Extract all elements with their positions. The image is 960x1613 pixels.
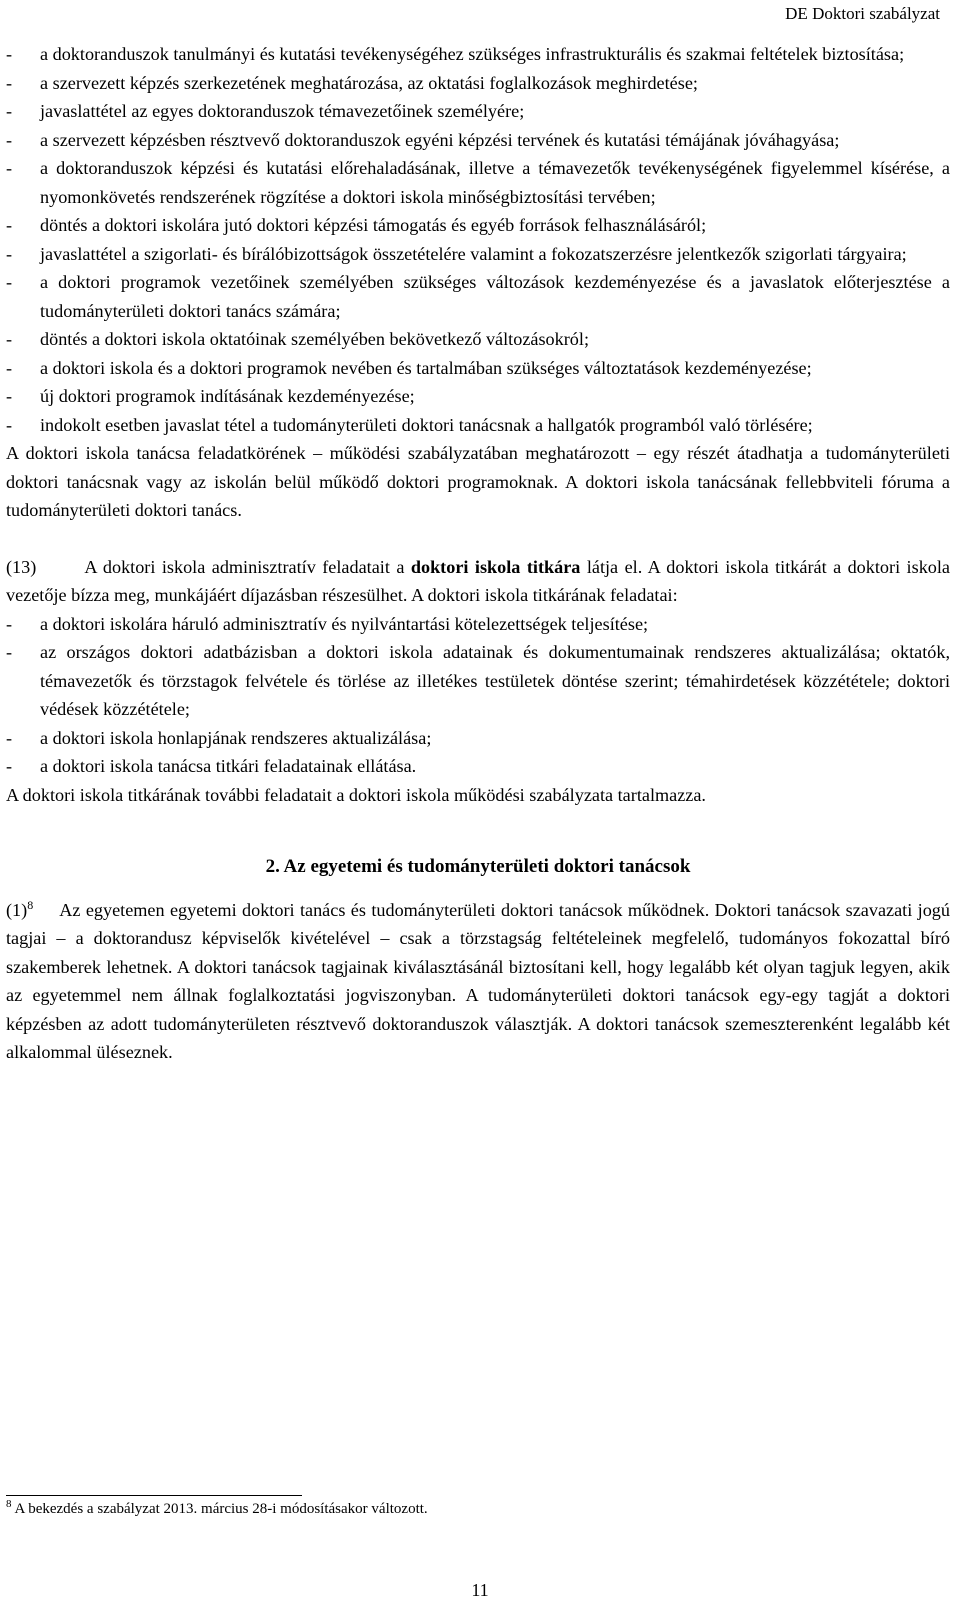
bullet-dash: - — [6, 386, 13, 406]
secretary-term: doktori iskola titkára — [410, 556, 581, 577]
bullet-dash: - — [6, 756, 13, 776]
list-item — [6, 154, 950, 211]
list-item-text: a doktoranduszok tanulmányi és kutatási tevékenységéhez szükséges infrastrukturális és szakmai feltételek biztosítása; — [40, 44, 905, 64]
list-item-text: javaslattétel a szigorlati- és bírálóbizottságok összetételére valamint a fokozatszerzésre jelentkezők szigorlati tárgyaira; — [40, 243, 907, 264]
list-item — [6, 97, 950, 126]
list-item — [6, 411, 950, 440]
list-item-text: indokolt esetben javaslat tétel a tudományterületi doktori tanácsnak a hallgatók programból való törlésére; — [40, 414, 813, 435]
list-item-text: javaslattétel az egyes doktoranduszok témavezetőinek személyére; — [40, 101, 525, 121]
section-heading — [6, 853, 950, 882]
bullet-dash: - — [6, 101, 13, 121]
section-title: Az egyetemi és tudományterületi doktori tanácsok — [283, 856, 691, 877]
list-item-text: a doktori iskola honlapjának rendszeres aktualizálása; — [40, 727, 432, 748]
list-item — [6, 211, 950, 240]
list-item-text: a szervezett képzés szerkezetének meghatározása, az oktatási foglalkozások meghirdetése; — [40, 72, 698, 93]
paragraph-13-text-start: A doktori iskola adminisztratív feladatait a — [84, 556, 405, 577]
section-number: 2. — [265, 856, 280, 877]
paragraph-delegation: A doktori iskola tanácsa feladatkörének – működési szabályzatában meghatározott – egy részét átadhatja a tudományterületi doktori tanácsnak vagy az iskolán belül működő doktori programoknak. A doktori iskola tanácsának fellebbviteli fóruma a tudományterületi doktori tanács. — [6, 443, 950, 520]
list-item-text: a doktori iskolára háruló adminisztratív és nyilvántartási kötelezettségek teljesítése; — [40, 613, 649, 634]
footnote-text: A bekezdés a szabályzat 2013. március 28-i módosításakor változott. — [14, 1501, 428, 1517]
list-item — [6, 69, 950, 98]
council-duties-list — [6, 40, 950, 439]
bullet-dash: - — [6, 329, 13, 349]
list-item — [6, 268, 950, 325]
list-item — [6, 382, 950, 411]
list-item-text: a szervezett képzésben résztvevő doktoranduszok egyéni képzési tervének és kutatási témájának jóváhagyása; — [40, 129, 840, 150]
list-item-text: döntés a doktori iskolára jutó doktori képzési támogatás és egyéb források felhasználásáról; — [40, 215, 707, 235]
list-item — [6, 325, 950, 354]
list-item — [6, 638, 950, 724]
list-item — [6, 752, 950, 781]
paragraph-number: (1) — [6, 899, 28, 920]
list-item — [6, 610, 950, 639]
list-item-text: a doktori programok vezetőinek személyében szükséges változások kezdeményezése és a javaslatok előterjesztése a tudományterületi doktori tanács számára; — [40, 272, 950, 321]
paragraph-number: (13) — [6, 556, 37, 577]
paragraph-13-text-end: látja el. A doktori iskola titkárát a doktori iskola vezetője bízza meg, munkájáért díjazásban részesülhet. A doktori iskola titkárának feladatai: — [6, 556, 951, 605]
bullet-dash: - — [6, 414, 13, 435]
bullet-dash: - — [6, 158, 13, 178]
bullet-dash: - — [6, 727, 13, 748]
list-item — [6, 240, 950, 269]
bullet-dash: - — [6, 72, 13, 93]
page-number: 11 — [471, 1580, 489, 1600]
bullet-dash: - — [6, 44, 13, 64]
paragraph-1 — [6, 896, 950, 1067]
paragraph-13 — [6, 553, 950, 610]
bullet-dash: - — [6, 272, 13, 292]
footnote-ref[interactable]: 8 — [27, 897, 34, 912]
list-item-text: új doktori programok indításának kezdeményezése; — [40, 386, 415, 406]
paragraph-secretary-more: A doktori iskola titkárának további feladatait a doktori iskola működési szabályzata tartalmazza. — [6, 784, 706, 805]
footnote-separator — [6, 1495, 302, 1496]
list-item-text: a doktori iskola és a doktori programok nevében és tartalmában szükséges változtatások kezdeményezése; — [40, 357, 812, 378]
list-item — [6, 40, 950, 69]
footnote — [6, 1498, 428, 1518]
list-item — [6, 354, 950, 383]
running-header: DE Doktori szabályzat — [785, 4, 940, 23]
bullet-dash: - — [6, 215, 13, 235]
bullet-dash: - — [6, 357, 13, 378]
list-item-text: a doktori iskola tanácsa titkári feladatainak ellátása. — [40, 756, 417, 776]
bullet-dash: - — [6, 243, 13, 264]
document-body — [6, 40, 950, 1067]
secretary-duties-list — [6, 610, 950, 781]
bullet-dash: - — [6, 129, 13, 150]
list-item-text: az országos doktori adatbázisban a doktori iskola adatainak és dokumentumainak rendszeres aktualizálása; oktatók, témavezetők és törzstagok felvétele és törlése az illetékes testületek döntése szerint; témahirdetések közzététele; doktori védések közzététele; — [40, 642, 950, 719]
list-item — [6, 724, 950, 753]
list-item — [6, 126, 950, 155]
list-item-text: a doktoranduszok képzési és kutatási előrehaladásának, illetve a témavezetők tevékenységének figyelemmel kísérése, a nyomonkövetés rendszerének rögzítése a doktori iskola minőségbiztosítási tervében; — [40, 158, 950, 207]
list-item-text: döntés a doktori iskola oktatóinak személyében bekövetkező változásokról; — [40, 329, 589, 349]
bullet-dash: - — [6, 613, 13, 634]
paragraph-1-text: Az egyetemen egyetemi doktori tanács és tudományterületi doktori tanácsok működnek. Doktori tanácsok szavazati jogú tagjai – a doktorandusz képviselők kivételével – csak a törzstagság feltételeinek megfelelő, tudományos fokozattal bíró szakemberek lehetnek. A doktori tanácsok tagjainak kiválasztásánál biztosítani kell, hogy legalább két olyan tagjuk legyen, akik az egyetemmel nem állnak foglalkoztatási jogviszonyban. A tudományterületi doktori tanácsok egy-egy tagját a doktori képzésben az adott tudományterületen résztvevő doktoranduszok választják. A doktori tanácsok szemeszterenként legalább két alkalommal üléseznek. — [6, 899, 950, 1062]
footnote-number: 8 — [6, 1498, 12, 1510]
bullet-dash: - — [6, 642, 13, 662]
